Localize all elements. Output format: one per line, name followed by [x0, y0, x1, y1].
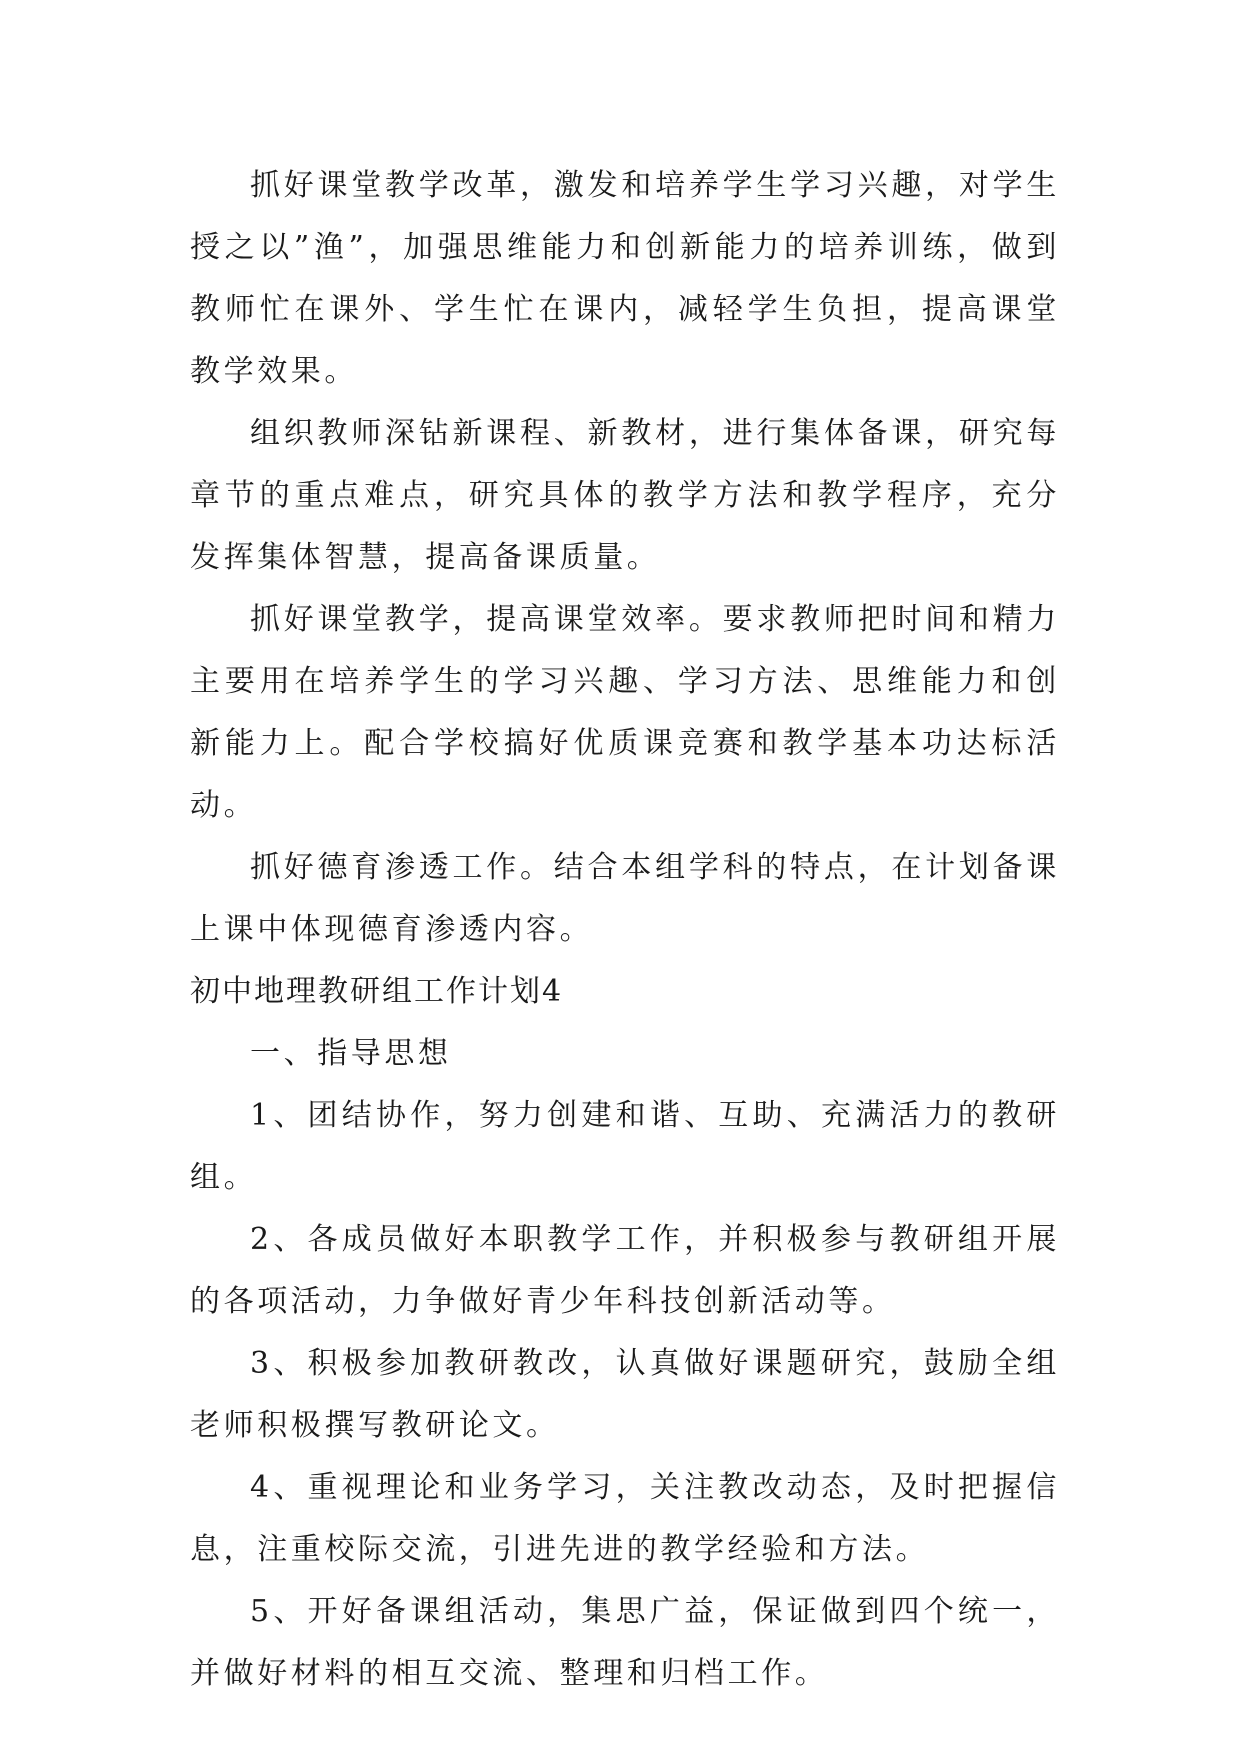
list-item: 3、积极参加教研教改，认真做好课题研究，鼓励全组老师积极撰写教研论文。 — [190, 1346, 1060, 1443]
list-item: 5、开好备课组活动，集思广益，保证做到四个统一，并做好材料的相互交流、整理和归档工作。 — [190, 1594, 1060, 1691]
paragraph-collective-lesson-prep: 组织教师深钻新课程、新教材，进行集体备课，研究每章节的重点难点，研究具体的教学方法和教学程序，充分发挥集体智慧，提高备课质量。 — [190, 416, 1060, 575]
list-item: 1、团结协作，努力创建和谐、互助、充满活力的教研组。 — [190, 1098, 1060, 1195]
paragraph-moral-education: 抓好德育渗透工作。结合本组学科的特点，在计划备课上课中体现德育渗透内容。 — [190, 850, 1060, 947]
paragraph-classroom-reform: 抓好课堂教学改革，激发和培养学生学习兴趣，对学生授之以”渔”，加强思维能力和创新能力的培养训练，做到教师忙在课外、学生忙在课内，减轻学生负担，提高课堂教学效果。 — [190, 168, 1060, 389]
section-title: 初中地理教研组工作计划4 — [190, 974, 564, 1009]
list-item: 2、各成员做好本职教学工作，并积极参与教研组开展的各项活动，力争做好青少年科技创新活动等。 — [190, 1222, 1060, 1319]
paragraph-classroom-efficiency: 抓好课堂教学，提高课堂效率。要求教师把时间和精力主要用在培养学生的学习兴趣、学习方法、思维能力和创新能力上。配合学校搞好优质课竞赛和教学基本功达标活动。 — [190, 602, 1060, 823]
guiding-thought-heading: 一、指导思想 — [250, 1036, 452, 1071]
list-item: 4、重视理论和业务学习，关注教改动态，及时把握信息，注重校际交流，引进先进的教学经验和方法。 — [190, 1470, 1060, 1567]
document-body — [190, 155, 1060, 1705]
